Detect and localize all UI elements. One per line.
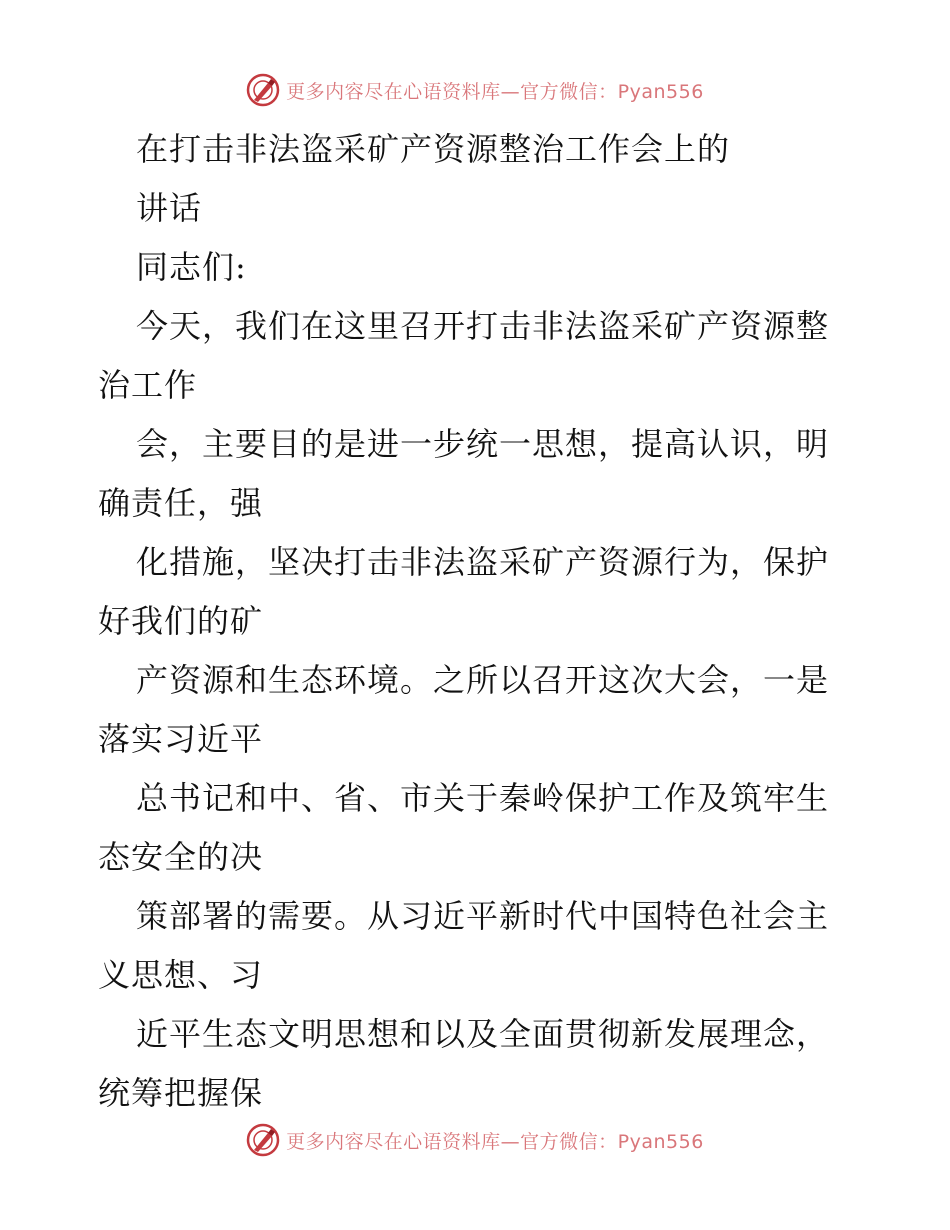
text-line: 总书记和中、省、市关于秦岭保护工作及筑牢生 xyxy=(136,779,830,817)
text-line: 会，主要目的是进一步统一思想，提高认识，明 xyxy=(136,425,830,463)
text-line: 治工作 xyxy=(98,366,198,404)
text-line: 确责任，强 xyxy=(98,484,264,522)
text-line: 在打击非法盗采矿产资源整治工作会上的 xyxy=(136,130,731,168)
header-watermark xyxy=(0,70,950,110)
pen-logo-icon xyxy=(246,73,280,107)
text-line: 义思想、习 xyxy=(98,956,264,994)
watermark-text: 更多内容尽在心语资料库—官方微信：Pyan556 xyxy=(286,80,704,103)
text-line: 好我们的矿 xyxy=(98,602,264,640)
pen-logo-icon xyxy=(246,1123,280,1157)
document-body xyxy=(98,120,858,1123)
text-line: 同志们: xyxy=(136,248,247,286)
text-line: 策部署的需要。从习近平新时代中国特色社会主 xyxy=(136,897,830,935)
footer-watermark xyxy=(0,1120,950,1160)
text-line: 产资源和生态环境。之所以召开这次大会，一是 xyxy=(136,661,830,699)
text-line: 化措施，坚决打击非法盗采矿产资源行为，保护 xyxy=(136,543,830,581)
text-line: 今天，我们在这里召开打击非法盗采矿产资源整 xyxy=(136,307,830,345)
text-line: 统筹把握保 xyxy=(98,1074,264,1112)
text-line: 落实习近平 xyxy=(98,720,264,758)
watermark-text: 更多内容尽在心语资料库—官方微信：Pyan556 xyxy=(286,1130,704,1153)
text-line: 讲话 xyxy=(136,189,203,227)
text-line: 近平生态文明思想和以及全面贯彻新发展理念， xyxy=(136,1015,830,1053)
text-line: 态安全的决 xyxy=(98,838,264,876)
